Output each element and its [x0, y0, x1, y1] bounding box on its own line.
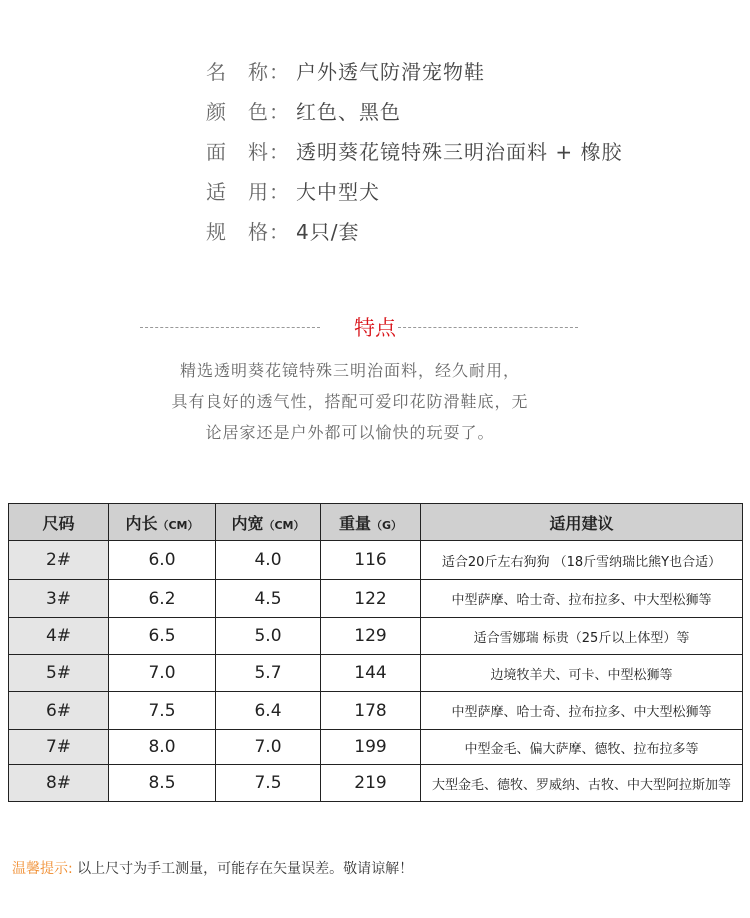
header-suggestion: 适用建议 — [421, 504, 743, 541]
cell-width: 5.0 — [216, 618, 321, 655]
cell-size: 3# — [9, 580, 109, 618]
header-width: 内宽（CM） — [216, 504, 321, 541]
table-row — [9, 730, 743, 765]
table-header — [9, 504, 743, 541]
cell-size: 6# — [9, 692, 109, 730]
cell-weight: 144 — [321, 655, 421, 692]
cell-size: 7# — [9, 730, 109, 765]
features-line: 具有良好的透气性，搭配可爱印花防滑鞋底，无 — [171, 392, 529, 411]
cell-size: 8# — [9, 765, 109, 802]
cell-suggestion: 中型萨摩、哈士奇、拉布拉多、中大型松狮等 — [421, 692, 743, 730]
cell-weight: 116 — [321, 541, 421, 580]
table-row — [9, 692, 743, 730]
table-row — [9, 765, 743, 802]
cell-length: 8.0 — [109, 730, 216, 765]
table-row — [9, 580, 743, 618]
cell-weight: 199 — [321, 730, 421, 765]
features-title: 特点 — [354, 316, 396, 340]
table-row — [9, 655, 743, 692]
cell-width: 4.0 — [216, 541, 321, 580]
cell-length: 7.0 — [109, 655, 216, 692]
spec-size: 规 格： 4只/套 — [206, 220, 360, 244]
cell-length: 6.2 — [109, 580, 216, 618]
cell-weight: 178 — [321, 692, 421, 730]
cell-width: 4.5 — [216, 580, 321, 618]
cell-suggestion: 中型金毛、偏大萨摩、德牧、拉布拉多等 — [421, 730, 743, 765]
cell-length: 6.0 — [109, 541, 216, 580]
cell-suggestion: 边境牧羊犬、可卡、中型松狮等 — [421, 655, 743, 692]
cell-suggestion: 中型萨摩、哈士奇、拉布拉多、中大型松狮等 — [421, 580, 743, 618]
features-line: 精选透明葵花镜特殊三明治面料，经久耐用， — [179, 361, 520, 380]
cell-length: 8.5 — [109, 765, 216, 802]
table-row — [9, 541, 743, 580]
spec-material: 面 料： 透明葵花镜特殊三明治面料 + 橡胶 — [206, 140, 623, 164]
table-row — [9, 618, 743, 655]
size-table — [8, 503, 743, 802]
cell-suggestion: 适合20斤左右狗狗 （18斤雪纳瑞比熊Y也合适） — [421, 541, 743, 580]
cell-weight: 122 — [321, 580, 421, 618]
cell-width: 6.4 — [216, 692, 321, 730]
cell-size: 4# — [9, 618, 109, 655]
spec-color: 颜 色： 红色、黑色 — [206, 100, 401, 124]
cell-width: 5.7 — [216, 655, 321, 692]
cell-suggestion: 大型金毛、德牧、罗威纳、古牧、中大型阿拉斯加等 — [421, 765, 743, 802]
spec-name: 名 称： 户外透气防滑宠物鞋 — [206, 60, 485, 84]
spec-suitable: 适 用： 大中型犬 — [206, 180, 380, 204]
cell-length: 6.5 — [109, 618, 216, 655]
tip-label: 温馨提示: — [12, 861, 73, 877]
cell-size: 5# — [9, 655, 109, 692]
header-length: 内长（CM） — [109, 504, 216, 541]
tip — [12, 858, 413, 878]
header-size: 尺码 — [9, 504, 109, 541]
cell-weight: 129 — [321, 618, 421, 655]
tip-text: 以上尺寸为手工测量，可能存在矢量误差。敬请谅解！ — [77, 861, 414, 877]
cell-width: 7.0 — [216, 730, 321, 765]
cell-size: 2# — [9, 541, 109, 580]
cell-suggestion: 适合雪娜瑞 标贵（25斤以上体型）等 — [421, 618, 743, 655]
features-line: 论居家还是户外都可以愉快的玩耍了。 — [205, 423, 495, 442]
cell-weight: 219 — [321, 765, 421, 802]
cell-width: 7.5 — [216, 765, 321, 802]
header-weight: 重量（G） — [321, 504, 421, 541]
cell-length: 7.5 — [109, 692, 216, 730]
